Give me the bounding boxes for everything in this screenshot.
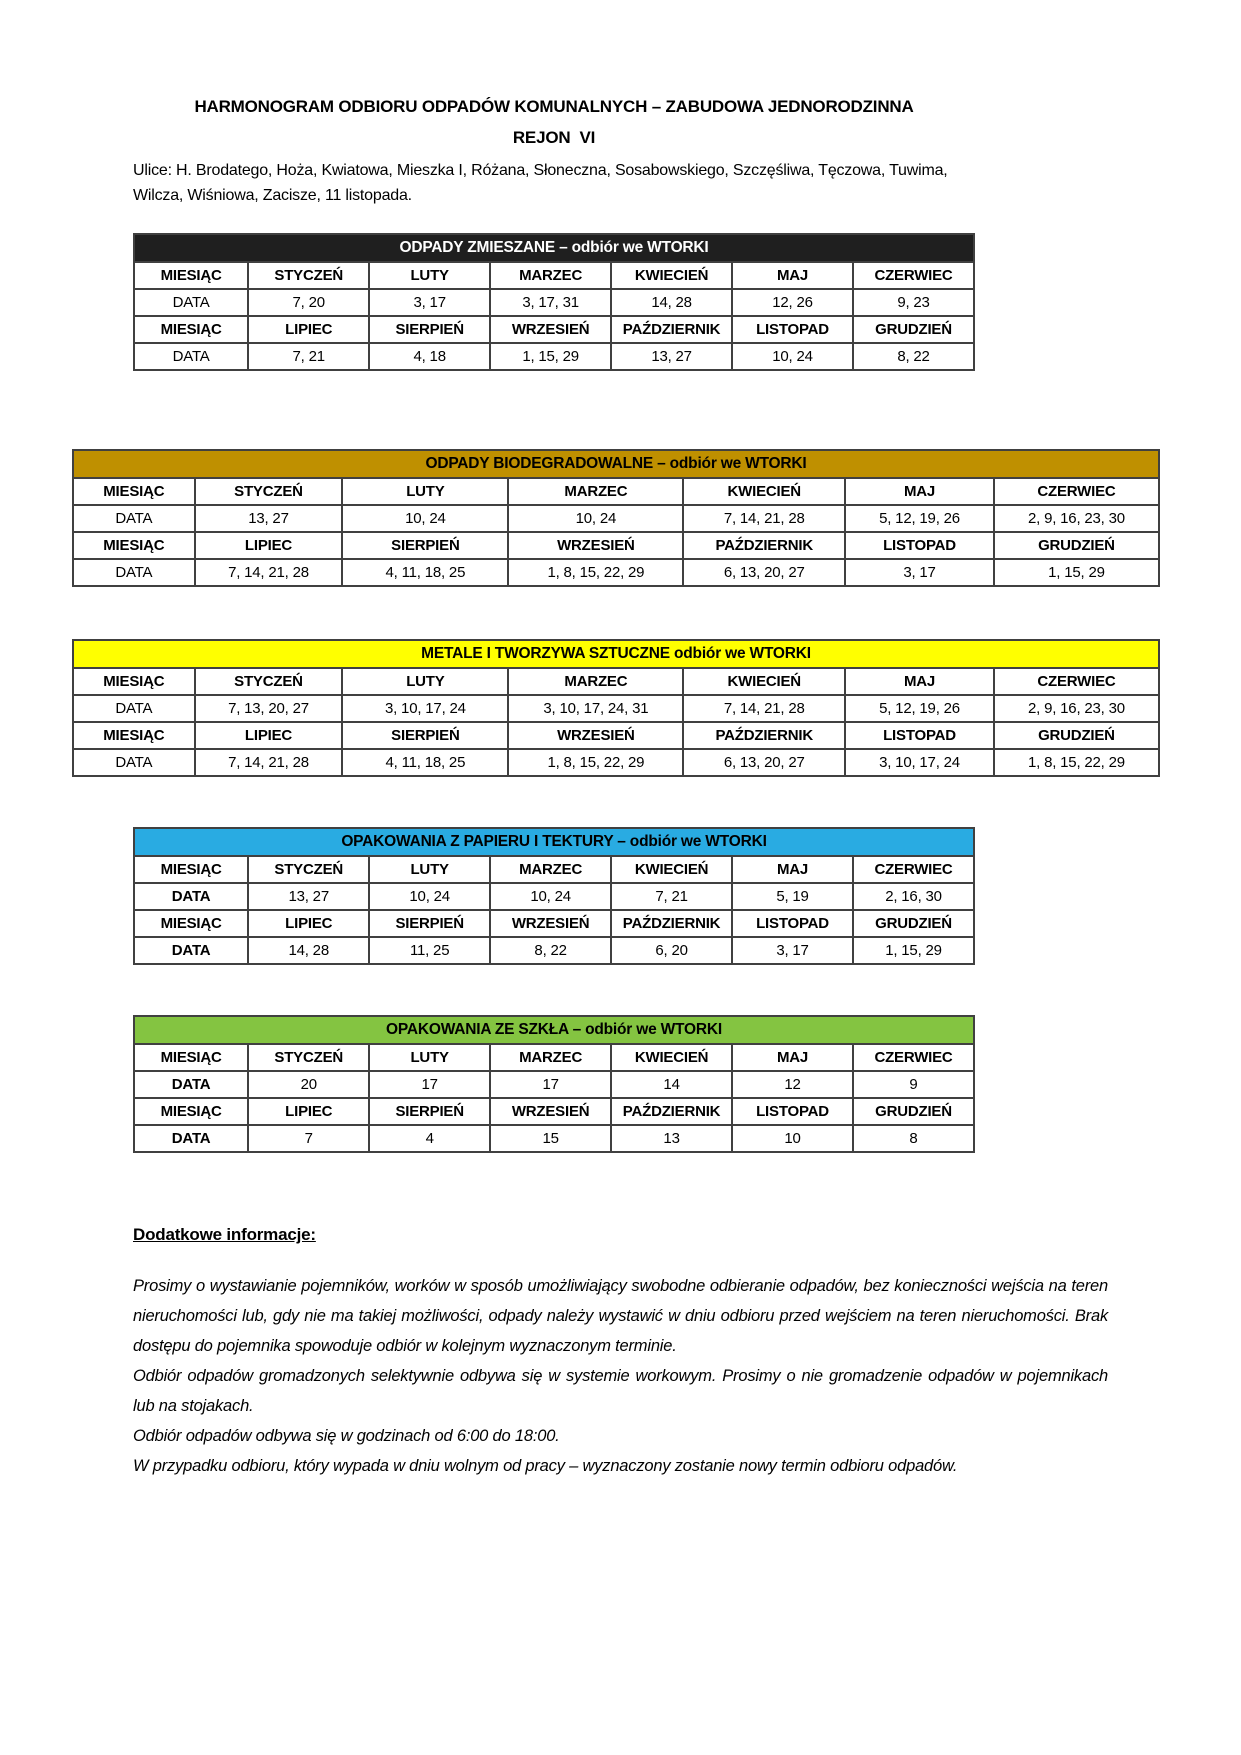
month-cell: STYCZEŃ xyxy=(248,856,369,883)
month-cell: KWIECIEŃ xyxy=(611,856,732,883)
date-cell: 14, 28 xyxy=(248,937,369,964)
date-cell: 1, 8, 15, 22, 29 xyxy=(508,749,683,776)
month-cell: WRZESIEŃ xyxy=(508,532,683,559)
date-cell: 17 xyxy=(490,1071,611,1098)
date-cell: 12 xyxy=(732,1071,853,1098)
date-cell: 8, 22 xyxy=(490,937,611,964)
title-line-2: REJON VI xyxy=(512,127,596,147)
additional-info-heading: Dodatkowe informacje: xyxy=(133,1224,316,1244)
row-label-month: MIESIĄC xyxy=(134,1098,248,1125)
month-cell: STYCZEŃ xyxy=(248,262,369,289)
month-cell: CZERWIEC xyxy=(853,1044,974,1071)
date-cell: 13, 27 xyxy=(248,883,369,910)
date-cell: 2, 9, 16, 23, 30 xyxy=(994,695,1159,722)
month-cell: GRUDZIEŃ xyxy=(994,722,1159,749)
row-label-month: MIESIĄC xyxy=(134,1044,248,1071)
info-paragraph: Odbiór odpadów odbywa się w godzinach od 6:00 do 18:00. xyxy=(133,1426,560,1445)
row-label-date: DATA xyxy=(73,695,195,722)
date-cell: 10, 24 xyxy=(342,505,508,532)
table-odpady-zmieszane xyxy=(133,233,975,371)
table-opakowania-szklo xyxy=(133,1015,975,1153)
date-cell: 10, 24 xyxy=(490,883,611,910)
month-cell: LIPIEC xyxy=(195,532,343,559)
month-cell: LISTOPAD xyxy=(732,1098,853,1125)
month-cell: LISTOPAD xyxy=(732,316,853,343)
month-cell: SIERPIEŃ xyxy=(369,910,490,937)
date-cell: 7, 14, 21, 28 xyxy=(195,559,343,586)
month-cell: LUTY xyxy=(369,1044,490,1071)
month-cell: MARZEC xyxy=(490,1044,611,1071)
date-cell: 14 xyxy=(611,1071,732,1098)
month-cell: CZERWIEC xyxy=(994,668,1159,695)
month-cell: SIERPIEŃ xyxy=(342,532,508,559)
date-cell: 5, 12, 19, 26 xyxy=(845,695,994,722)
month-cell: MARZEC xyxy=(490,856,611,883)
month-cell: CZERWIEC xyxy=(994,478,1159,505)
month-cell: MARZEC xyxy=(508,478,683,505)
date-cell: 1, 15, 29 xyxy=(853,937,974,964)
month-cell: PAŹDZIERNIK xyxy=(611,1098,732,1125)
date-cell: 9 xyxy=(853,1071,974,1098)
date-cell: 4, 18 xyxy=(369,343,490,370)
date-cell: 7, 14, 21, 28 xyxy=(195,749,343,776)
month-cell: LIPIEC xyxy=(248,910,369,937)
streets-list: Ulice: H. Brodatego, Hoża, Kwiatowa, Mieszka I, Różana, Słoneczna, Sosabowskiego, Szczęśliwa, Tęczowa, Tuwima, Wilcza, Wiśniowa, Zacisze, 11 listopada. xyxy=(133,162,948,204)
row-label-month: MIESIĄC xyxy=(134,910,248,937)
month-cell: LIPIEC xyxy=(195,722,343,749)
month-cell: PAŹDZIERNIK xyxy=(683,722,845,749)
row-label-month: MIESIĄC xyxy=(134,856,248,883)
table-odpady-biodegradowalne xyxy=(72,449,1160,587)
table-title: METALE I TWORZYWA SZTUCZNE odbiór we WTORKI xyxy=(73,640,1159,668)
month-cell: KWIECIEŃ xyxy=(683,668,845,695)
row-label-date: DATA xyxy=(134,1071,248,1098)
date-cell: 10, 24 xyxy=(732,343,853,370)
date-cell: 7, 21 xyxy=(248,343,369,370)
date-cell: 13 xyxy=(611,1125,732,1152)
date-cell: 9, 23 xyxy=(853,289,974,316)
row-label-date: DATA xyxy=(73,749,195,776)
title-line-1: HARMONOGRAM ODBIORU ODPADÓW KOMUNALNYCH – ZABUDOWA JEDNORODZINNA xyxy=(194,97,914,116)
date-cell: 7 xyxy=(248,1125,369,1152)
date-cell: 4, 11, 18, 25 xyxy=(342,749,508,776)
date-cell: 1, 8, 15, 22, 29 xyxy=(508,559,683,586)
additional-info-section xyxy=(133,1225,1108,1481)
date-cell: 10, 24 xyxy=(508,505,683,532)
date-cell: 5, 12, 19, 26 xyxy=(845,505,994,532)
table-metale-i-tworzywa xyxy=(72,639,1160,777)
month-cell: LUTY xyxy=(342,478,508,505)
month-cell: LIPIEC xyxy=(248,316,369,343)
row-label-month: MIESIĄC xyxy=(73,532,195,559)
row-label-date: DATA xyxy=(134,883,248,910)
date-cell: 10, 24 xyxy=(369,883,490,910)
date-cell: 17 xyxy=(369,1071,490,1098)
date-cell: 10 xyxy=(732,1125,853,1152)
month-cell: WRZESIEŃ xyxy=(490,316,611,343)
row-label-date: DATA xyxy=(73,559,195,586)
date-cell: 6, 13, 20, 27 xyxy=(683,749,845,776)
date-cell: 3, 17, 31 xyxy=(490,289,611,316)
month-cell: STYCZEŃ xyxy=(195,478,343,505)
date-cell: 1, 8, 15, 22, 29 xyxy=(994,749,1159,776)
month-cell: MARZEC xyxy=(490,262,611,289)
month-cell: MAJ xyxy=(732,856,853,883)
row-label-month: MIESIĄC xyxy=(134,316,248,343)
month-cell: GRUDZIEŃ xyxy=(853,316,974,343)
row-label-month: MIESIĄC xyxy=(134,262,248,289)
date-cell: 7, 21 xyxy=(611,883,732,910)
month-cell: PAŹDZIERNIK xyxy=(683,532,845,559)
table-title: OPAKOWANIA Z PAPIERU I TEKTURY – odbiór we WTORKI xyxy=(134,828,974,856)
date-cell: 4 xyxy=(369,1125,490,1152)
month-cell: MARZEC xyxy=(508,668,683,695)
month-cell: LIPIEC xyxy=(248,1098,369,1125)
additional-info-paragraphs xyxy=(133,1271,1108,1481)
info-paragraph: Prosimy o wystawianie pojemników, worków w sposób umożliwiający swobodne odbieranie odpadów, bez konieczności wejścia na teren nieruchomości lub, gdy nie ma takiej możliwości, odpady należy wystawić w dniu odbioru przed wejściem na teren nieruchomości. Brak dostępu do pojemnika spowoduje odbiór w kolejnym wyznaczonym terminie. xyxy=(133,1276,1108,1355)
month-cell: PAŹDZIERNIK xyxy=(611,316,732,343)
table-opakowania-papier xyxy=(133,827,975,965)
date-cell: 3, 10, 17, 24 xyxy=(845,749,994,776)
month-cell: GRUDZIEŃ xyxy=(853,910,974,937)
date-cell: 15 xyxy=(490,1125,611,1152)
month-cell: SIERPIEŃ xyxy=(342,722,508,749)
month-cell: WRZESIEŃ xyxy=(490,910,611,937)
month-cell: LUTY xyxy=(369,262,490,289)
row-label-month: MIESIĄC xyxy=(73,668,195,695)
date-cell: 14, 28 xyxy=(611,289,732,316)
month-cell: KWIECIEŃ xyxy=(683,478,845,505)
date-cell: 13, 27 xyxy=(611,343,732,370)
date-cell: 3, 10, 17, 24, 31 xyxy=(508,695,683,722)
month-cell: GRUDZIEŃ xyxy=(853,1098,974,1125)
month-cell: CZERWIEC xyxy=(853,856,974,883)
table-title: ODPADY ZMIESZANE – odbiór we WTORKI xyxy=(134,234,974,262)
month-cell: SIERPIEŃ xyxy=(369,1098,490,1125)
month-cell: MAJ xyxy=(845,478,994,505)
row-label-month: MIESIĄC xyxy=(73,478,195,505)
month-cell: WRZESIEŃ xyxy=(490,1098,611,1125)
info-paragraph: W przypadku odbioru, który wypada w dniu wolnym od pracy – wyznaczony zostanie nowy termin odbioru odpadów. xyxy=(133,1456,958,1475)
date-cell: 5, 19 xyxy=(732,883,853,910)
date-cell: 3, 17 xyxy=(369,289,490,316)
table-title: ODPADY BIODEGRADOWALNE – odbiór we WTORKI xyxy=(73,450,1159,478)
date-cell: 3, 10, 17, 24 xyxy=(342,695,508,722)
date-cell: 7, 14, 21, 28 xyxy=(683,695,845,722)
month-cell: PAŹDZIERNIK xyxy=(611,910,732,937)
document-title xyxy=(133,92,975,153)
row-label-date: DATA xyxy=(134,289,248,316)
date-cell: 1, 15, 29 xyxy=(994,559,1159,586)
month-cell: LISTOPAD xyxy=(845,532,994,559)
month-cell: KWIECIEŃ xyxy=(611,1044,732,1071)
table-title: OPAKOWANIA ZE SZKŁA – odbiór we WTORKI xyxy=(134,1016,974,1044)
month-cell: LUTY xyxy=(369,856,490,883)
month-cell: LISTOPAD xyxy=(732,910,853,937)
date-cell: 6, 13, 20, 27 xyxy=(683,559,845,586)
date-cell: 3, 17 xyxy=(845,559,994,586)
month-cell: CZERWIEC xyxy=(853,262,974,289)
date-cell: 8 xyxy=(853,1125,974,1152)
month-cell: MAJ xyxy=(845,668,994,695)
row-label-month: MIESIĄC xyxy=(73,722,195,749)
date-cell: 6, 20 xyxy=(611,937,732,964)
month-cell: GRUDZIEŃ xyxy=(994,532,1159,559)
date-cell: 1, 15, 29 xyxy=(490,343,611,370)
date-cell: 7, 14, 21, 28 xyxy=(683,505,845,532)
date-cell: 2, 9, 16, 23, 30 xyxy=(994,505,1159,532)
month-cell: STYCZEŃ xyxy=(195,668,343,695)
info-paragraph: Odbiór odpadów gromadzonych selektywnie odbywa się w systemie workowym. Prosimy o nie gromadzenie odpadów w pojemnikach lub na stojakach. xyxy=(133,1366,1108,1415)
date-cell: 20 xyxy=(248,1071,369,1098)
month-cell: WRZESIEŃ xyxy=(508,722,683,749)
row-label-date: DATA xyxy=(134,343,248,370)
row-label-date: DATA xyxy=(73,505,195,532)
date-cell: 11, 25 xyxy=(369,937,490,964)
month-cell: SIERPIEŃ xyxy=(369,316,490,343)
date-cell: 13, 27 xyxy=(195,505,343,532)
month-cell: LUTY xyxy=(342,668,508,695)
row-label-date: DATA xyxy=(134,1125,248,1152)
month-cell: MAJ xyxy=(732,262,853,289)
month-cell: MAJ xyxy=(732,1044,853,1071)
row-label-date: DATA xyxy=(134,937,248,964)
month-cell: KWIECIEŃ xyxy=(611,262,732,289)
date-cell: 7, 13, 20, 27 xyxy=(195,695,343,722)
date-cell: 12, 26 xyxy=(732,289,853,316)
date-cell: 2, 16, 30 xyxy=(853,883,974,910)
date-cell: 3, 17 xyxy=(732,937,853,964)
month-cell: LISTOPAD xyxy=(845,722,994,749)
month-cell: STYCZEŃ xyxy=(248,1044,369,1071)
date-cell: 4, 11, 18, 25 xyxy=(342,559,508,586)
date-cell: 7, 20 xyxy=(248,289,369,316)
date-cell: 8, 22 xyxy=(853,343,974,370)
